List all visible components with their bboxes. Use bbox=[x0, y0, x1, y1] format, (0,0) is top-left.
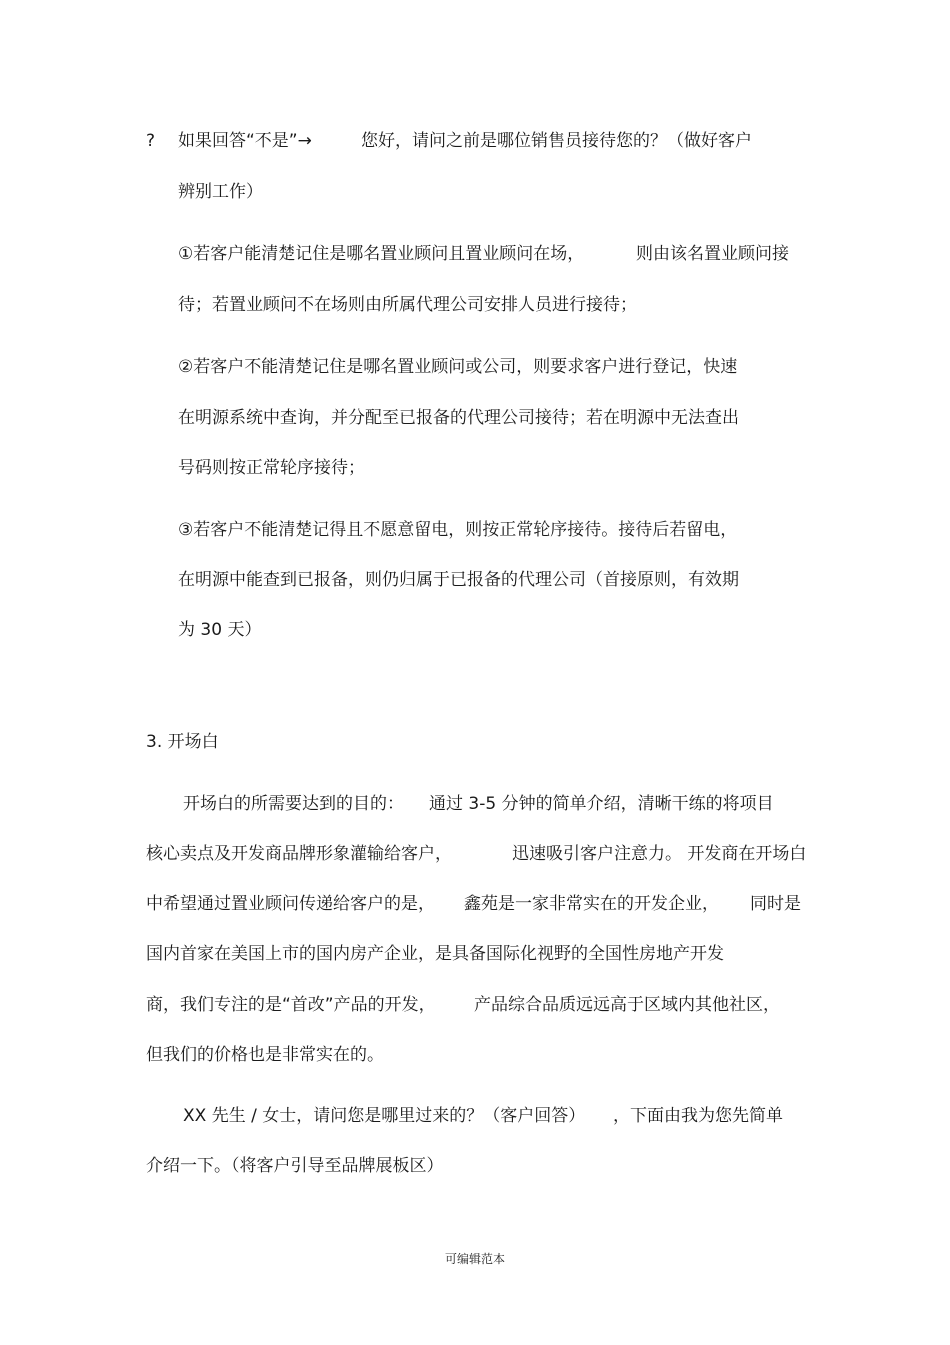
item-1-line-1-b: 则由该名置业顾问接 bbox=[636, 244, 789, 264]
para-1-line-2-b: 迅速吸引客户注意力。 开发商在开场白 bbox=[512, 844, 807, 864]
item-2-line-1: ②若客户不能清楚记住是哪名置业顾问或公司，则要求客户进行登记，快速 bbox=[178, 357, 738, 377]
para-1-line-3-c: 同时是 bbox=[750, 894, 801, 914]
page-footer: 可编辑范本 bbox=[444, 1252, 505, 1266]
item-3-line-2: 在明源中能查到已报备，则仍归属于已报备的代理公司（首接原则，有效期 bbox=[178, 570, 739, 590]
bullet-line-1 bbox=[178, 130, 752, 152]
item-1-line-1-a: ①若客户能清楚记住是哪名置业顾问且置业顾问在场， bbox=[178, 244, 585, 264]
item-3-line-1: ③若客户不能清楚记得且不愿意留电，则按正常轮序接待。接待后若留电， bbox=[178, 520, 738, 540]
para-2-line-1 bbox=[183, 1105, 783, 1127]
bullet-line-1-b: 您好，请问之前是哪位销售员接待您的？（做好客户 bbox=[361, 131, 752, 151]
para-1-line-5 bbox=[146, 994, 780, 1016]
para-1-line-2-a: 核心卖点及开发商品牌形象灌输给客户， bbox=[146, 844, 452, 864]
section-heading: 3. 开场白 bbox=[146, 732, 219, 752]
item-2-line-3: 号码则按正常轮序接待； bbox=[178, 458, 365, 478]
para-1-line-2 bbox=[146, 843, 807, 865]
para-2-line-2: 介绍一下。（将客户引导至品牌展板区） bbox=[146, 1156, 444, 1176]
para-1-line-1 bbox=[183, 793, 774, 815]
para-2-line-1-a: XX 先生 / 女士，请问您是哪里过来的？（客户回答） bbox=[183, 1106, 586, 1126]
para-1-line-1-b: 通过 3-5 分钟的简单介绍，清晰干练的将项目 bbox=[429, 794, 774, 814]
bullet-marker: ? bbox=[146, 131, 156, 151]
para-1-line-4: 国内首家在美国上市的国内房产企业，是具备国际化视野的全国性房地产开发 bbox=[146, 944, 724, 964]
bullet-line-2: 辨别工作） bbox=[178, 182, 263, 202]
item-1-line-1 bbox=[178, 243, 789, 265]
para-1-line-3-a: 中希望通过置业顾问传递给客户的是， bbox=[146, 894, 435, 914]
para-1-line-3-b: 鑫苑是一家非常实在的开发企业， bbox=[464, 894, 719, 914]
item-3-line-3: 为 30 天） bbox=[178, 620, 262, 640]
para-1-line-6: 但我们的价格也是非常实在的。 bbox=[146, 1045, 384, 1065]
para-1-line-3 bbox=[146, 893, 801, 915]
para-2-line-1-b: ，下面由我为您先简单 bbox=[613, 1106, 783, 1126]
para-1-line-5-a: 商，我们专注的是“首改”产品的开发， bbox=[146, 995, 436, 1015]
para-1-line-1-a: 开场白的所需要达到的目的： bbox=[183, 794, 404, 814]
para-1-line-5-b: 产品综合品质远远高于区域内其他社区， bbox=[474, 995, 780, 1015]
item-1-line-2: 待；若置业顾问不在场则由所属代理公司安排人员进行接待； bbox=[178, 295, 637, 315]
item-2-line-2: 在明源系统中查询，并分配至已报备的代理公司接待；若在明源中无法查出 bbox=[178, 408, 739, 428]
bullet-line-1-a: 如果回答“不是”→ bbox=[178, 131, 312, 151]
